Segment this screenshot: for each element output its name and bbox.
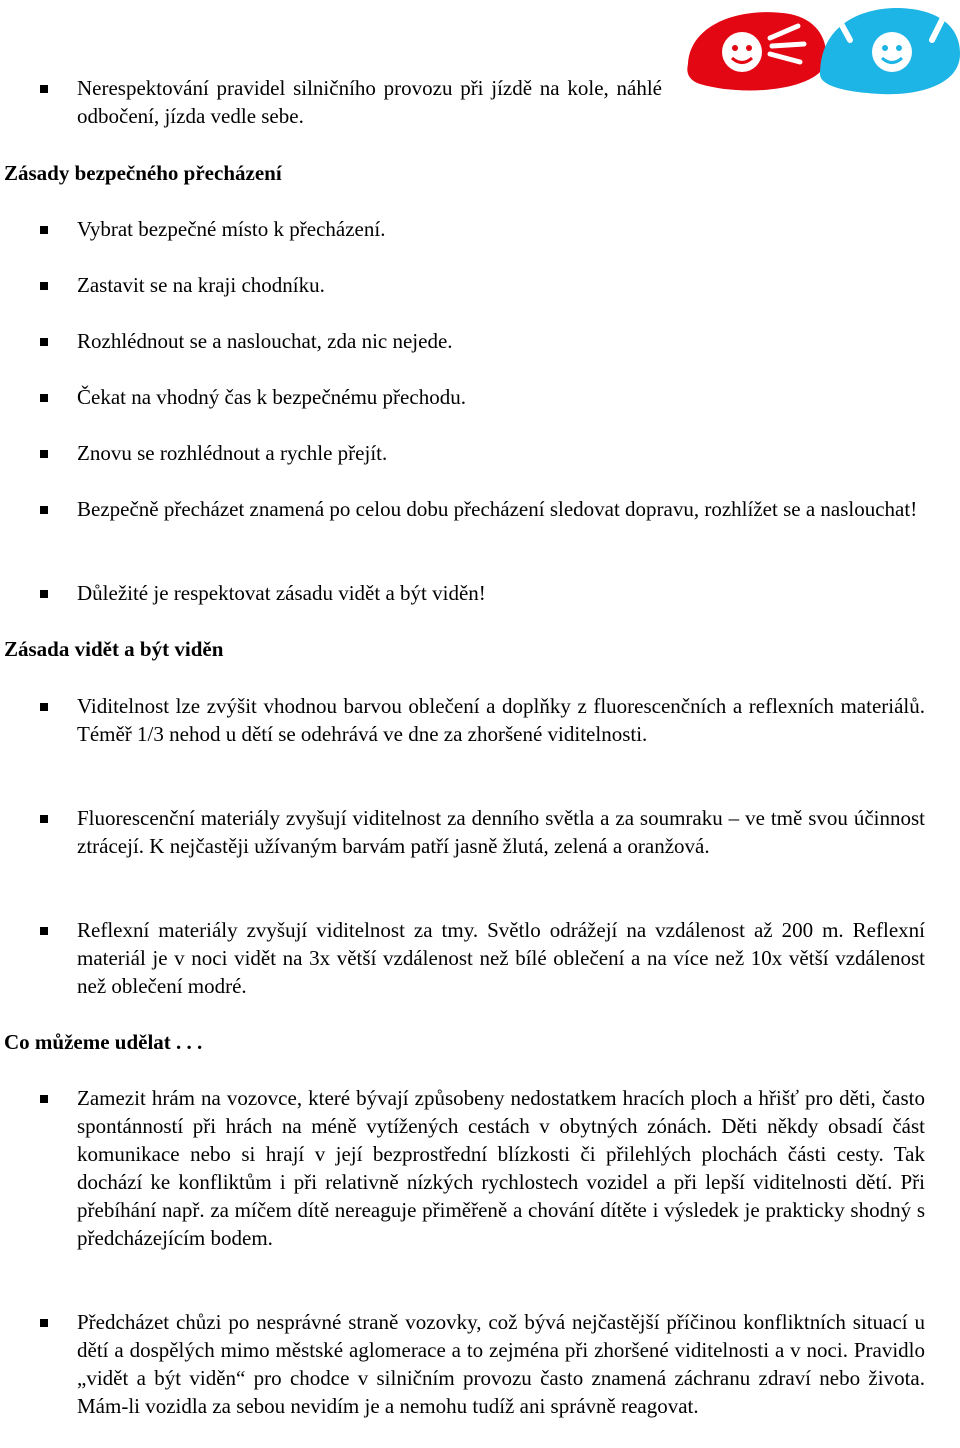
section-heading: Zásady bezpečného přecházení [4,161,282,185]
list-item-text: Zastavit se na kraji chodníku. [77,273,325,297]
list-item-text: Předcházet chůzi po nesprávné straně vozovky, což bývá nejčastější příčinou konfliktních situací u dětí a dospělých mimo městské aglomerace a to zejména při zhoršené viditelnosti a v noci. Pravidlo „vidět a být viděn“ pro chodce v silničním provozu často znamená záchranu zdraví nebo života. Mám-li vozidla za sebou nevidím je a nemohu tudíž ani správně reagovat. [77,1310,925,1418]
list-item-text: Znovu se rozhlédnout a rychle přejít. [77,441,388,465]
list-item-text: Rozhlédnout se a naslouchat, zda nic nejede. [77,329,453,353]
list-item-text: Čekat na vhodný čas k bezpečnému přechodu. [77,385,466,409]
bullet-square-icon [40,338,48,346]
bullet-square-icon [40,282,48,290]
list-item-text: Zamezit hrám na vozovce, které bývají způsobeny nedostatkem hracích ploch a hřišť pro děti, často spontánností při hrách na méně vytížených cestách v obytných zónách. Děti někdy obsadí část komunikace nebo si hrají v její bezprostřední blízkosti či přilehlých plochách části cesty. Tak dochází ke konfliktům i při relativně nízkých rychlostech vozidel a při lepší viditelnosti dětí. Při přebíhání např. za míčem dítě nereaguje přiměřeně a chování dítěte i výsledek je prakticky shodný s předcházejícím bodem. [77,1086,925,1250]
section-heading: Zásada vidět a být viděn [4,637,224,661]
list-item-text: Bezpečně přecházet znamená po celou dobu přecházení sledovat dopravu, rozhlížet se a naslouchat! [77,497,918,521]
red-child-icon [687,12,826,90]
bullet-square-icon [40,506,48,514]
bullet-square-icon [40,1095,48,1103]
bullet-square-icon [40,394,48,402]
list-item-text: Viditelnost lze zvýšit vhodnou barvou oblečení a doplňky z fluorescenčních a reflexních materiálů. Téměř 1/3 nehod u dětí se odehrává ve dne za zhoršené viditelnosti. [77,694,925,746]
section-heading: Co můžeme udělat . . . [4,1030,203,1054]
bullet-square-icon [40,590,48,598]
bullet-square-icon [40,815,48,823]
bullet-square-icon [40,927,48,935]
list-item-text: Vybrat bezpečné místo k přecházení. [77,217,386,241]
bullet-square-icon [40,703,48,711]
bullet-square-icon [40,85,48,93]
list-item-text: Důležité je respektovat zásadu vidět a být viděn! [77,581,486,605]
bullet-square-icon [40,1319,48,1327]
list-item-text: Fluorescenční materiály zvyšují viditelnost za denního světla a za soumraku – ve tmě svou účinnost ztrácejí. K nejčastěji užívaným barvám patří jasně žlutá, zelená a oranžová. [77,806,925,858]
children-faces-logo [680,4,960,96]
bullet-square-icon [40,450,48,458]
list-item-text: Reflexní materiály zvyšují viditelnost za tmy. Světlo odrážejí na vzdálenost až 200 m. Reflexní materiál je v noci vidět na 3x větší vzdálenost než bílé oblečení a na více než 10x větší vzdálenost než oblečení modré. [77,918,925,998]
bullet-square-icon [40,226,48,234]
list-item-text: Nerespektování pravidel silničního provozu při jízdě na kole, náhlé odbočení, jízda vedle sebe. [77,76,662,128]
blue-child-icon [820,8,960,94]
